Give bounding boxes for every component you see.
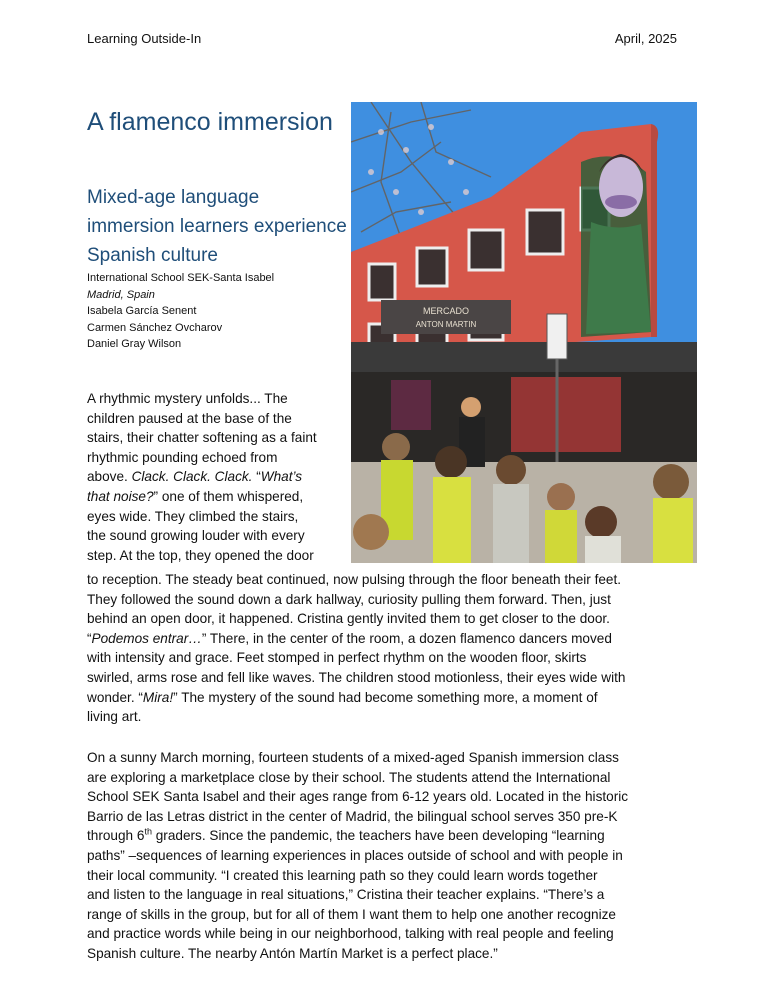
article-subtitle: Mixed-age language immersion learners experience Spanish culture xyxy=(87,187,347,266)
market-sign-line-1: MERCADO xyxy=(422,306,470,316)
author-name: Carmen Sánchez Ovcharov xyxy=(87,321,223,334)
author-name: Daniel Gray Wilson xyxy=(87,338,182,350)
market-sign-line-2: ANTON MARTIN xyxy=(415,320,477,329)
body-paragraph: On a sunny March morning, fourteen students of a mixed-aged Spanish immersion class are exploring a marketplace close by their school. The students attend the International School SEK Santa Isabel and their ages range from 6-12 years old. Located in the historic Barrio de las Letras district in the center of Madrid, the bilingual school serves 350 pre-K through 6th graders. Since the pandemic, the teachers have been developing “learning paths” –sequences of learning experiences in places outside of school and with people in their local community. “I created this learning path so they could learn words together and listen to the language in real situations,” Cristina their teacher explains. “There’s a range of skills in the group, but for all of them I want them to help one another recognize and practice words while being in our neighborhood, talking with real people and feeling Spanish culture. The nearby Antón Martín Market is a perfect place.” xyxy=(87,750,629,961)
running-head-right: April, 2025 xyxy=(614,31,677,46)
market-photo xyxy=(351,102,697,563)
story-continued: to reception. The steady beat continued, now pulsing through the floor beneath their feet. They followed the sound down a dark hallway, curiosity pulling them forward. Then, just behind an open door, it happened. Cristina gently invited them to get closer to the door. “Podemos entrar…” There, in the center of the room, a dozen flamenco dancers moved with intensity and grace. Feet stomped in perfect rhythm on the wooden floor, skirts swirled, arms rose and fell like waves. The children stood motionless, their eyes wide with wonder. “Mira!” The mystery of the sound had become something more, a moment of living art. xyxy=(87,572,626,725)
running-head-left: Learning Outside-In xyxy=(87,31,202,46)
location: Madrid, Spain xyxy=(87,288,155,301)
story-opening: A rhythmic mystery unfolds... The children paused at the base of the stairs, their chatter softening as a faint rhythmic pounding echoed from above. Clack. Clack. Clack. “What’s that noise?” one of them whispered, eyes wide. They climbed the stairs, the sound growing louder with every step. At the top, they opened the door xyxy=(87,391,317,563)
author-name: Isabela García Senent xyxy=(87,305,197,317)
article-title: A flamenco immersion xyxy=(87,108,333,136)
article-meta xyxy=(87,270,274,353)
school-name: International School SEK-Santa Isabel xyxy=(87,272,275,284)
